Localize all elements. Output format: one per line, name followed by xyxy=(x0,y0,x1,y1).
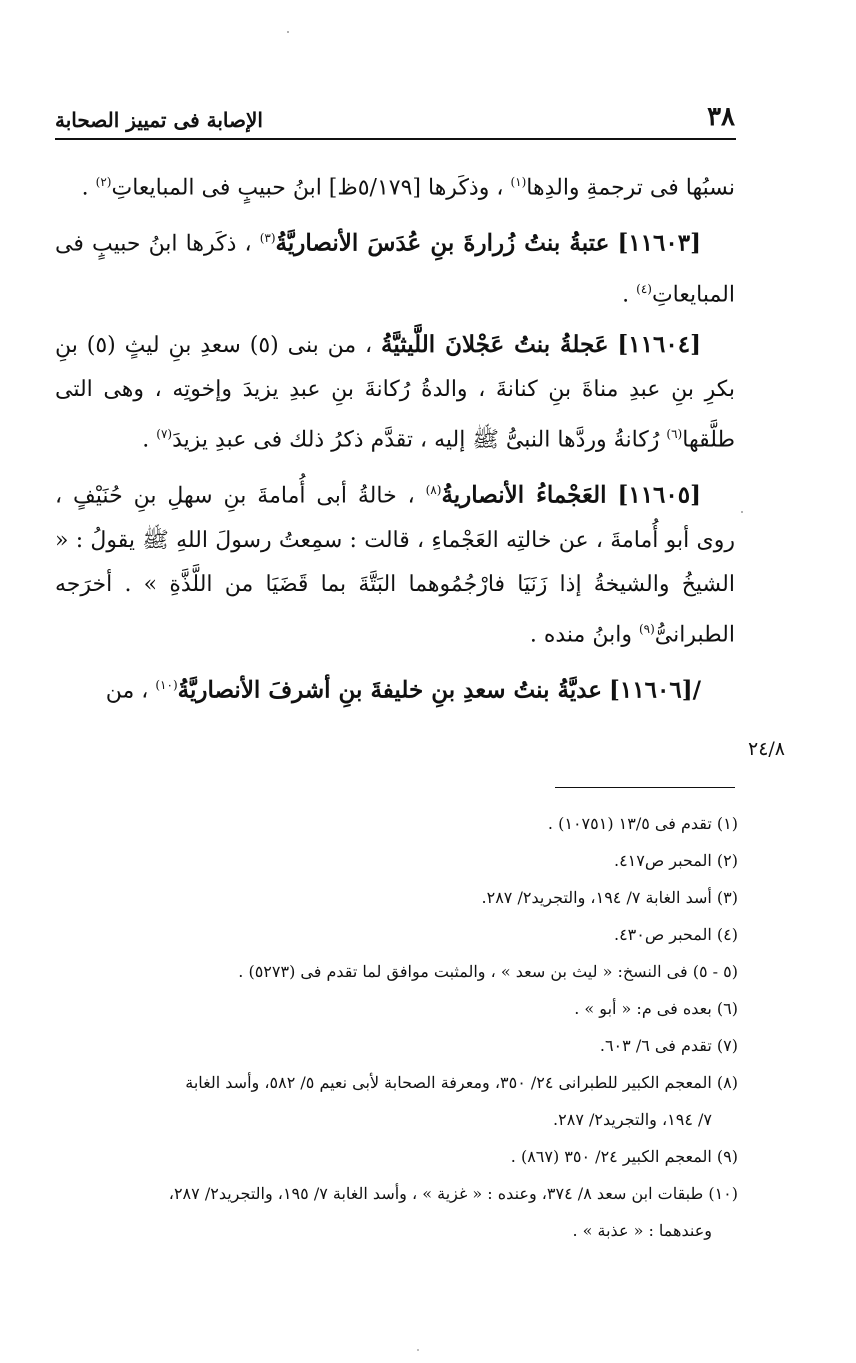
footnote-ref: (١) xyxy=(510,175,527,189)
entry-11604: [١١٦٠٤] عَجلةُ بنتُ عَجْلانَ اللَّيثيَّةُ ، من بنى (٥) سعدِ بنِ ليثٍ (٥) بنِ بكرِ بنِ عبدِ مناةَ بنِ كنانةَ ، والدةُ رُكانةَ بنِ عبدِ يزيدَ وإخوتِه ، وهى التى طلَّقها$^{(٦)}$ رُكانةُ وردَّها النبىُّ ﷺ إليه ، تقدَّم ذكرُ ذلك فى عبدِ يزيدَ$^{(٧)}$ . xyxy=(55,330,735,453)
running-title: الإصابة فى تمييز الصحابة xyxy=(55,108,263,132)
footnote: (٩) المعجم الكبير ٢٤/ ٣٥٠ (٨٦٧) . xyxy=(510,1147,738,1166)
footnote: (٨) المعجم الكبير للطبرانى ٢٤/ ٣٥٠، ومعرفة الصحابة لأبى نعيم ٥/ ٥٨٢، وأسد الغابة ٧/ ١٩٤، والتجريد٢/ ٢٨٧. xyxy=(185,1073,738,1129)
footnote-ref: (٦) xyxy=(666,426,683,441)
footnote-ref: (٨) xyxy=(425,483,442,498)
footnote-ref: (٣) xyxy=(259,231,276,246)
footnote-ref: (٢) xyxy=(95,175,112,189)
entry-name: عتبةُ بنتُ زُرارةَ بنِ عُدَسَ الأنصاريَّةُ xyxy=(275,229,610,257)
footnote-ref: (١٠) xyxy=(155,677,178,692)
entry-11605: [١١٦٠٥] العَجْماءُ الأنصاريةُ$^{(٨)}$ ، خالةُ أبى أُمامةَ بنِ سهلِ بنِ حُنَيْفٍ ، روى أبو أُمامةَ ، عن خالتِه العَجْماءِ ، قالت : سمِعتُ رسولَ اللهِ ﷺ يقولُ : « الشيخُ والشيخةُ إذا زَنَيَا فارْجُمُوهما البَتَّةَ بما قَضَيَا من اللَّذَّةِ » . أخرَجه الطبرانىُّ$^{(٩)}$ وابنُ منده . xyxy=(55,481,735,647)
footnote: (١٠) طبقات ابن سعد ٨/ ٣٧٤، وعنده : « غزية » ، وأسد الغابة ٧/ ١٩٥، والتجريد٢/ ٢٨٧، وعندهما : « عذبة » . xyxy=(168,1184,738,1240)
footnote-ref: (٤) xyxy=(636,281,652,296)
page-break-slash: / xyxy=(692,676,701,704)
footnote: (٧) تقدم فى ٦/ ٦٠٣. xyxy=(599,1036,738,1055)
footnote: (٢) المحبر ص٤١٧. xyxy=(613,851,738,870)
footnote: (١) تقدم فى ١٣/٥ (١٠٧٥١) . xyxy=(547,814,738,833)
entry-number: [١١٦٠٥] xyxy=(617,481,702,509)
entry-name: عديَّةُ بنتُ سعدِ بنِ خليفةَ بنِ أشرفَ الأنصاريَّةُ xyxy=(177,676,603,704)
page-number: ٣٨ xyxy=(707,102,735,132)
entry-number: [١١٦٠٣] xyxy=(617,229,701,257)
entry-name: العَجْماءُ الأنصاريةُ xyxy=(441,481,607,509)
footnote: (٦) بعده فى م: « أبو » . xyxy=(574,999,738,1018)
entry-number: [١١٦٠٦] xyxy=(609,676,693,704)
entry-number: [١١٦٠٤] xyxy=(617,330,701,358)
paragraph-continuation: نسبُها فى ترجمةِ والدِها$^{(١)}$ ، وذكَرها [٥/١٧٩ظ] ابنُ حبيبٍ فى المبايعاتِ$^{(٢)}$ . xyxy=(81,175,735,201)
footnote-ref: (٧) xyxy=(156,426,173,441)
margin-reference: ٢٤/٨ xyxy=(748,738,786,760)
entry-11603: [١١٦٠٣] عتبةُ بنتُ زُرارةَ بنِ عُدَسَ الأنصاريَّةُ$^{(٣)}$ ، ذكَرها ابنُ حبيبٍ فى المبايعاتِ$^{(٤)}$ . xyxy=(55,229,735,307)
footnote-ref: (٩) xyxy=(638,621,655,636)
footnote: (٤) المحبر ص٤٣٠. xyxy=(613,925,738,944)
footnote: (٣) أسد الغابة ٧/ ١٩٤، والتجريد٢/ ٢٨٧. xyxy=(481,888,738,907)
entry-name: عَجلةُ بنتُ عَجْلانَ اللَّيثيَّةُ xyxy=(381,330,609,358)
footnote: (٥ - ٥) فى النسخ: « ليث بن سعد » ، والمثبت موافق لما تقدم فى (٥٢٧٣) . xyxy=(238,962,738,981)
entry-11606: /[١١٦٠٦] عديَّةُ بنتُ سعدِ بنِ خليفةَ بنِ أشرفَ الأنصاريَّةُ$^{(١٠)}$ ، من xyxy=(105,676,701,704)
